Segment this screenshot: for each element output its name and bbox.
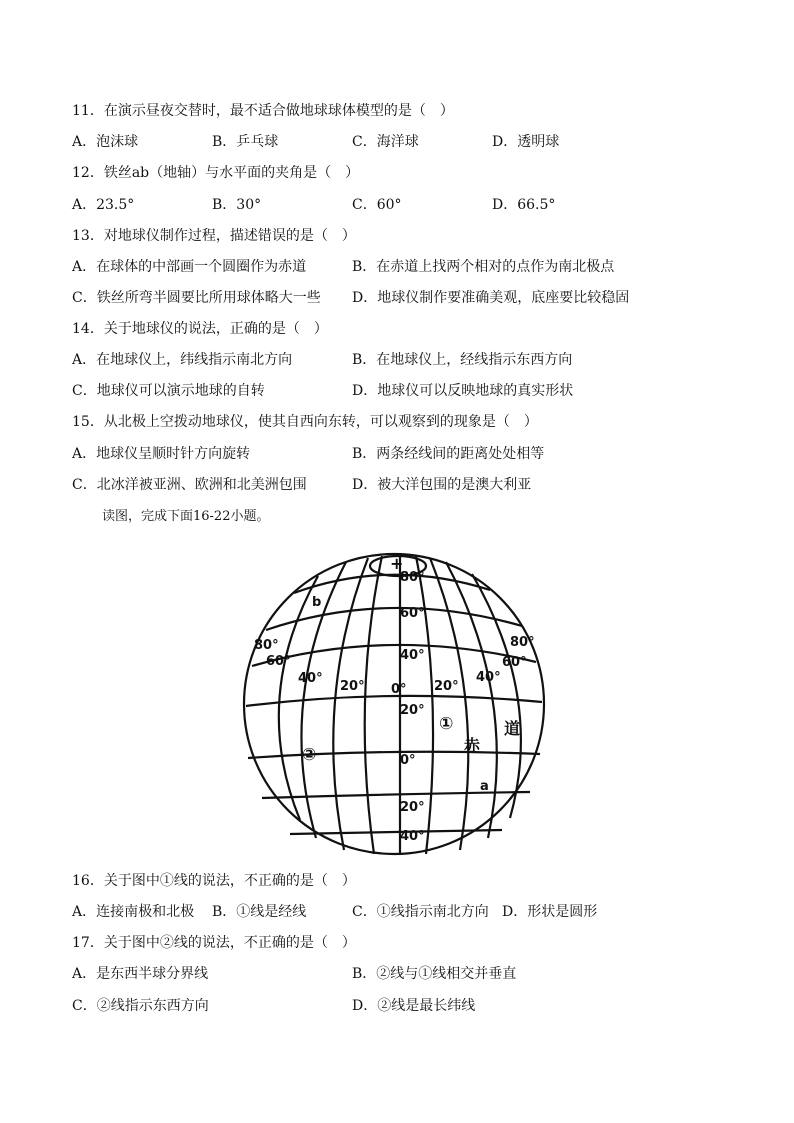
option-b: B．②线与①线相交并垂直 xyxy=(352,966,517,982)
option-a: A．在地球仪上，纬线指示南北方向 xyxy=(72,352,293,368)
option-a: A．在球体的中部画一个圆圈作为赤道 xyxy=(72,259,307,275)
question-stem: 11．在演示昼夜交替时，最不适合做地球球体模型的是（ ） xyxy=(72,103,454,119)
right-label-80: 80° xyxy=(510,635,535,650)
meridian-w80 xyxy=(279,576,318,820)
equator-char-1: 赤 xyxy=(464,736,481,755)
left-label-20: 20° xyxy=(340,679,365,694)
left-label-0: 0° xyxy=(391,682,407,697)
option-d: D．②线是最长纬线 xyxy=(352,998,476,1014)
axis-label-60n: 60° xyxy=(400,606,425,621)
option-d: D．形状是圆形 xyxy=(502,904,598,920)
option-d: D．透明球 xyxy=(492,134,560,150)
axis-label-40s: 40° xyxy=(400,829,425,844)
left-label-80: 80° xyxy=(254,638,279,653)
axis-label-40n: 40° xyxy=(400,648,425,663)
question-stem: 17．关于图中②线的说法，不正确的是（ ） xyxy=(72,935,356,951)
point-a-label: a xyxy=(480,779,489,794)
point-b-label: b xyxy=(312,595,322,610)
option-c: C．地球仪可以演示地球的自转 xyxy=(72,383,265,399)
left-label-60: 60° xyxy=(266,654,291,669)
axis-label-20s: 20° xyxy=(400,800,425,815)
option-d: D．被大洋包围的是澳大利亚 xyxy=(352,477,532,493)
line2-label: ② xyxy=(302,745,317,765)
meridian-w40 xyxy=(333,558,368,850)
meridian-e60 xyxy=(446,562,497,838)
right-label-20: 20° xyxy=(434,679,459,694)
meridian-w20 xyxy=(365,556,382,854)
option-a: A．是东西半球分界线 xyxy=(72,966,209,982)
option-b: B．在地球仪上，经线指示东西方向 xyxy=(352,352,573,368)
right-label-60: 60° xyxy=(502,655,527,670)
globe-figure xyxy=(240,548,550,860)
equator-char-2: 道 xyxy=(504,719,521,738)
option-d: D．66.5° xyxy=(492,197,556,213)
meridian-e40 xyxy=(430,558,468,850)
option-c: C．铁丝所弯半圆要比所用球体略大一些 xyxy=(72,290,321,306)
option-c: C．60° xyxy=(352,197,402,213)
parallel-40n xyxy=(252,645,536,666)
figure-instruction: 读图，完成下面16-22小题。 xyxy=(102,509,270,524)
option-b: B．在赤道上找两个相对的点作为南北极点 xyxy=(352,259,615,275)
pole-mark: + xyxy=(390,554,404,573)
option-c: C．②线指示东西方向 xyxy=(72,998,209,1014)
parallel-20s xyxy=(262,792,530,798)
option-b: B．两条经线间的距离处处相等 xyxy=(352,446,545,462)
question-stem: 16．关于图中①线的说法，不正确的是（ ） xyxy=(72,873,356,889)
option-a: A．23.5° xyxy=(72,197,135,213)
option-a: A．地球仪呈顺时针方向旋转 xyxy=(72,446,251,462)
option-c: C．①线指示南北方向 xyxy=(352,904,489,920)
axis-label-20n: 20° xyxy=(400,703,425,718)
option-d: D．地球仪可以反映地球的真实形状 xyxy=(352,383,574,399)
option-d: D．地球仪制作要准确美观，底座要比较稳固 xyxy=(352,290,630,306)
option-b: B．30° xyxy=(212,197,262,213)
axis-label-80n: 80° xyxy=(400,570,425,585)
option-b: B．①线是经线 xyxy=(212,904,307,920)
axis-label-0: 0° xyxy=(400,753,416,768)
question-stem: 14．关于地球仪的说法，正确的是（ ） xyxy=(72,321,328,337)
globe-outline xyxy=(244,554,544,854)
parallel-20n xyxy=(246,696,542,706)
option-c: C．海洋球 xyxy=(352,134,419,150)
question-stem: 13．对地球仪制作过程，描述错误的是（ ） xyxy=(72,228,356,244)
option-a: A．连接南极和北极 xyxy=(72,904,195,920)
parallel-60n xyxy=(266,608,522,630)
right-label-40: 40° xyxy=(476,670,501,685)
option-a: A．泡沫球 xyxy=(72,134,139,150)
left-label-40: 40° xyxy=(298,671,323,686)
option-c: C．北冰洋被亚洲、欧洲和北美洲包围 xyxy=(72,477,307,493)
question-stem: 15．从北极上空拨动地球仪，使其自西向东转，可以观察到的现象是（ ） xyxy=(72,414,538,430)
line1-label: ① xyxy=(439,714,454,734)
question-stem: 12．铁丝ab（地轴）与水平面的夹角是（ ） xyxy=(72,165,360,181)
option-b: B．乒乓球 xyxy=(212,134,279,150)
